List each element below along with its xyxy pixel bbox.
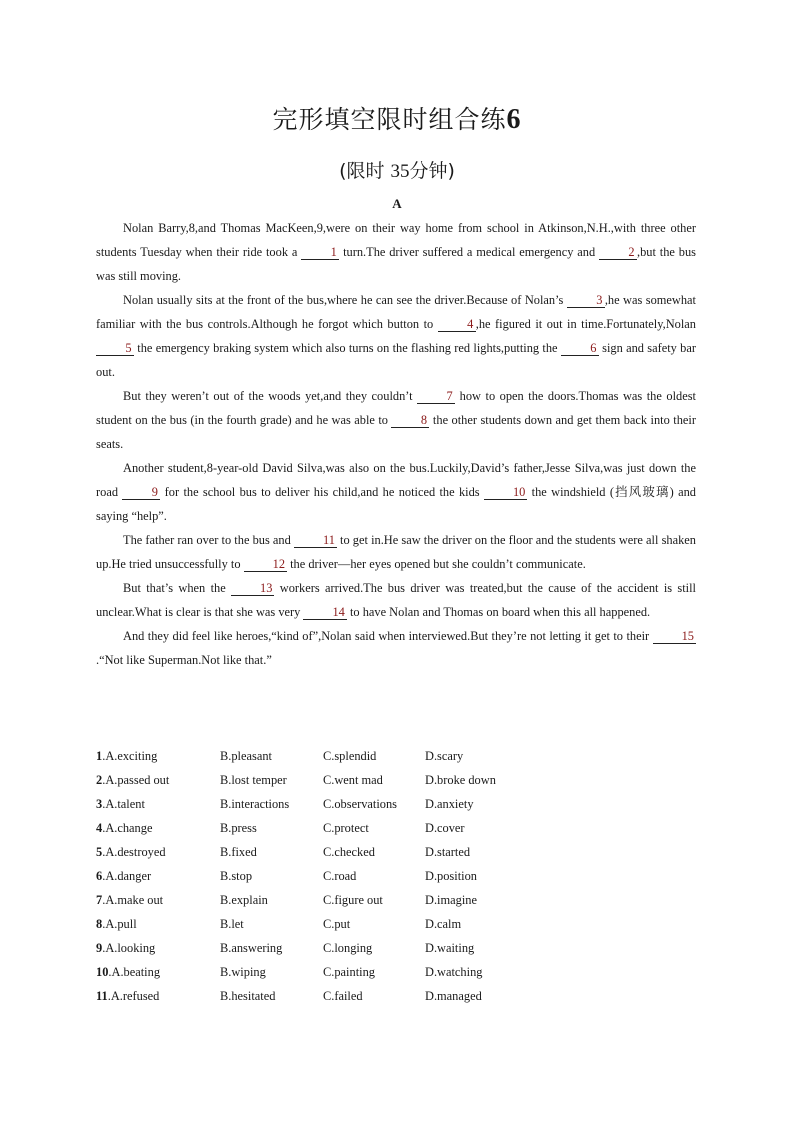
time-limit-open: (限时 [339,160,391,182]
option-row-11 [96,984,696,1008]
option-row-5 [96,840,696,864]
option-a-cell [96,984,159,1008]
option-b: B.interactions [220,797,290,811]
text-run: how to open the doors.Thomas was the oldest student on the bus (in the fourth grade) and he was able to [96,389,696,427]
question-number-dot: . [102,821,106,835]
blank-11: 11 [294,533,337,548]
text-run: Nolan usually sits at the front of the bus,where he can see the driver.Because of Nolan’s [123,293,567,307]
question-number: 3 [96,797,103,811]
option-a: A.exciting [105,749,158,763]
text-run: The father ran over to the bus and [123,533,294,547]
option-b: B.let [220,917,244,931]
option-a-cell [96,936,155,960]
blank-5: 5 [96,341,134,356]
option-b: B.press [220,821,257,835]
page-title [0,100,794,136]
question-number: 5 [96,845,103,859]
answer-options [96,744,696,1008]
option-c: C.painting [323,965,375,979]
option-a: A.pull [105,917,137,931]
option-row-8 [96,912,696,936]
option-b: B.fixed [220,845,257,859]
option-b: B.wiping [220,965,266,979]
option-b: B.stop [220,869,253,883]
text-run: the windshield (挡风玻璃) and saying “help”. [96,485,696,523]
blank-15: 15 [653,629,696,644]
option-b: B.explain [220,893,268,907]
text-run: workers arrived.The bus driver was treated,but the cause of the accident is still unclear.What is clear is that she was very [96,581,696,619]
paragraph-5 [96,528,696,576]
blank-9: 9 [122,485,160,500]
option-a-cell [96,792,145,816]
question-number: 11 [96,989,108,1003]
option-c: C.road [323,869,357,883]
option-row-1 [96,744,696,768]
paragraph-4 [96,456,696,528]
option-b: B.answering [220,941,283,955]
text-run: to get in.He saw the driver on the floor and the students were all shaken up.He tried unsuccessfully to [96,533,696,571]
blank-7: 7 [417,389,455,404]
blank-6: 6 [561,341,599,356]
question-number-dot: . [102,941,106,955]
option-a-cell [96,816,152,840]
option-d: D.scary [425,749,464,763]
option-a-cell [96,912,137,936]
question-number-dot: . [102,773,106,787]
option-a: A.looking [105,941,156,955]
option-d: D.imagine [425,893,477,907]
cloze-passage [96,216,696,672]
question-number-dot: . [102,893,106,907]
paragraph-1 [96,216,696,288]
time-limit-close: 分钟) [409,160,455,182]
text-run: for the school bus to deliver his child,and he noticed the kids [160,485,484,499]
option-d: D.cover [425,821,465,835]
paragraph-7 [96,624,696,672]
question-number: 7 [96,893,103,907]
option-row-2 [96,768,696,792]
text-run: And they did feel like heroes,“kind of”,Nolan said when interviewed.But they’re not letting it get to their [123,629,653,643]
blank-1: 1 [301,245,339,260]
text-run: Another student,8-year-old David Silva,was also on the bus.Luckily,David’s father,Jesse Silva,was just down the road [96,461,696,499]
question-number-dot: . [102,869,106,883]
option-c: C.failed [323,989,363,1003]
text-run: sign and safety bar out. [96,341,696,379]
blank-8: 8 [391,413,429,428]
option-a: A.danger [105,869,152,883]
question-number-dot: . [102,797,106,811]
option-a: A.beating [111,965,161,979]
question-number: 9 [96,941,103,955]
option-row-10 [96,960,696,984]
option-row-7 [96,888,696,912]
option-a: A.make out [105,893,164,907]
blank-12: 12 [244,557,287,572]
option-a-cell [96,744,157,768]
question-number: 1 [96,749,103,763]
text-run: ,but the bus was still moving. [96,245,696,283]
option-b: B.hesitated [220,989,276,1003]
blank-3: 3 [567,293,605,308]
text-run: to have Nolan and Thomas on board when this all happened. [346,605,651,619]
option-d: D.watching [425,965,483,979]
option-a-cell [96,864,151,888]
option-row-3 [96,792,696,816]
option-row-9 [96,936,696,960]
option-d: D.anxiety [425,797,474,811]
option-d: D.broke down [425,773,496,787]
title-text: 完形填空限时组合练 [272,105,507,134]
question-number: 2 [96,773,103,787]
time-limit-minutes: 35 [390,161,410,182]
text-run: ,he figured it out in time.Fortunately,Nolan [475,317,696,331]
option-c: C.longing [323,941,373,955]
paragraph-3 [96,384,696,456]
time-limit [0,156,794,183]
option-a-cell [96,840,166,864]
blank-4: 4 [438,317,476,332]
option-d: D.started [425,845,471,859]
question-number-dot: . [102,845,106,859]
section-label: A [392,196,402,211]
blank-10: 10 [484,485,527,500]
option-a-cell [96,888,163,912]
text-run: But they weren’t out of the woods yet,and they couldn’t [123,389,418,403]
text-run: But that’s when the [123,581,232,595]
blank-13: 13 [231,581,274,596]
question-number: 10 [96,965,109,979]
option-c: C.put [323,917,351,931]
paragraph-2 [96,288,696,384]
option-a: A.passed out [105,773,170,787]
option-a-cell [96,768,169,792]
option-c: C.went mad [323,773,383,787]
option-a: A.change [105,821,153,835]
paragraph-6 [96,576,696,624]
option-row-6 [96,864,696,888]
text-run: the other students down and get them back into their seats. [96,413,696,451]
option-c: C.checked [323,845,375,859]
option-c: C.protect [323,821,369,835]
option-b: B.pleasant [220,749,272,763]
option-a: A.talent [105,797,145,811]
option-d: D.managed [425,989,482,1003]
option-a: A.destroyed [105,845,166,859]
question-number-dot: . [102,917,106,931]
text-run: the driver—her eyes opened but she couldn’t communicate. [287,557,586,571]
blank-14: 14 [303,605,346,620]
question-number-dot: . [108,965,112,979]
option-c: C.observations [323,797,397,811]
text-run: the emergency braking system which also turns on the flashing red lights,putting the [134,341,561,355]
option-d: D.position [425,869,477,883]
question-number-dot: . [102,749,106,763]
blank-2: 2 [599,245,637,260]
option-d: D.calm [425,917,462,931]
text-run: Nolan Barry,8,and Thomas MacKeen,9,were on their way home from school in Atkinson,N.H.,with three other students Tuesday when their ride took a [96,221,696,259]
text-run: ,he was somewhat familiar with the bus controls.Although he forgot which button to [96,293,696,331]
option-row-4 [96,816,696,840]
text-run: turn.The driver suffered a medical emergency and [339,245,600,259]
option-d: D.waiting [425,941,475,955]
question-number: 6 [96,869,103,883]
option-b: B.lost temper [220,773,287,787]
option-c: C.splendid [323,749,377,763]
question-number: 8 [96,917,103,931]
text-run: .“Not like Superman.Not like that.” [96,653,272,667]
question-number: 4 [96,821,103,835]
title-number: 6 [506,104,522,135]
question-number-dot: . [107,989,111,1003]
option-c: C.figure out [323,893,383,907]
option-a: A.refused [110,989,160,1003]
option-a-cell [96,960,160,984]
